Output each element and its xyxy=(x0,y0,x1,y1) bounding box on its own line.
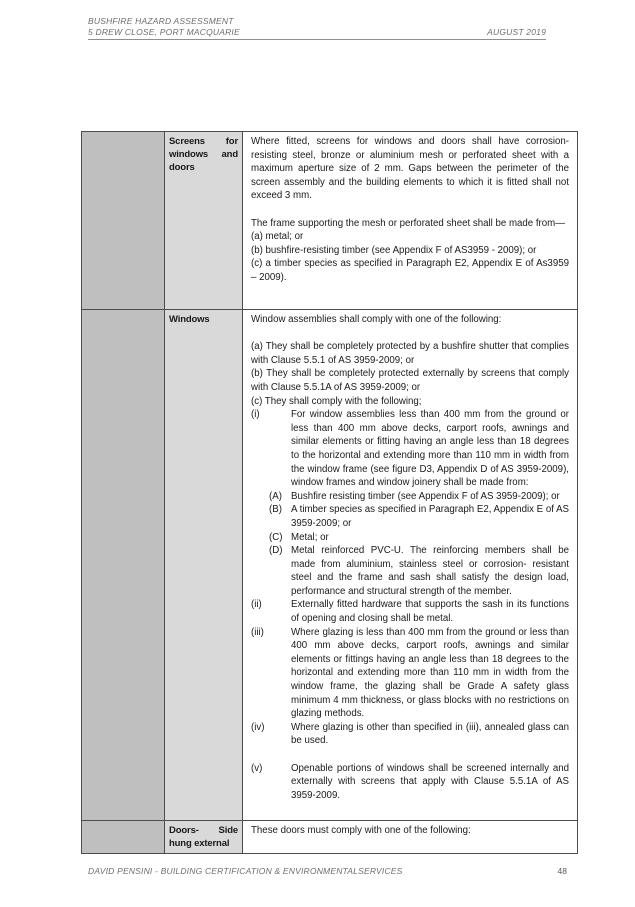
table-row-screens xyxy=(82,132,578,310)
list-item-label: (iv) xyxy=(251,721,265,733)
list-item-label: (B) xyxy=(269,504,282,516)
list-item-text: A timber species as specified in Paragraph E2, Appendix E of AS 3959-2009; or xyxy=(291,504,569,529)
row-label: Doors- Side hung external xyxy=(169,825,238,849)
list-item xyxy=(251,490,569,504)
category-cell xyxy=(82,821,165,854)
table-row-windows xyxy=(82,310,578,821)
page-header xyxy=(88,16,546,40)
footer-author: DAVID PENSINI - BUILDING CERTIFICATION & ENVIRONMENTALSERVICES xyxy=(88,866,403,876)
requirement-paragraph: Where fitted, screens for windows and doors shall have corrosion-resisting steel, bronze or aluminium mesh or perforated sheet with a maximum aperture size of 2 mm. Gaps between the perimeter of the screen assembly and the building elements to which it is fitted shall not exceed 3 mm. xyxy=(251,136,569,202)
list-item xyxy=(251,762,569,803)
list-item xyxy=(251,544,569,598)
requirement-paragraph: The frame supporting the mesh or perforated sheet shall be made from— xyxy=(251,217,565,229)
row-label: Windows xyxy=(169,314,210,325)
list-item-text: Openable portions of windows shall be screened internally and externally with screens that apply with Clause 5.5.1A of AS 3959-2009. xyxy=(291,762,569,801)
list-item-label: (C) xyxy=(269,531,283,543)
category-cell xyxy=(82,132,165,310)
header-doc-title: BUSHFIRE HAZARD ASSESSMENT xyxy=(88,16,234,26)
header-address: 5 DREW CLOSE, PORT MACQUARIE xyxy=(88,26,240,37)
list-item xyxy=(251,503,569,530)
list-item-text: For window assemblies less than 400 mm from the ground or less than 400 mm above decks, carport roofs, awnings and similar elements or fitting having an angle less than 18 degrees to the horizontal and extending more than 110 mm in width from the window frame (see figure D3, Appendix D of AS 3959-2009), window frames and window joinery shall be made from: xyxy=(291,409,569,489)
row-label-cell xyxy=(165,310,243,821)
list-item-text: Where glazing is other than specified in (iii), annealed glass can be used. xyxy=(291,721,569,747)
list-item-text: Externally fitted hardware that supports the sash in its functions of opening and closing shall be metal. xyxy=(291,599,569,625)
row-content-cell xyxy=(243,132,578,310)
requirement-paragraph: (a) metal; or xyxy=(251,231,304,243)
list-item-label: (iii) xyxy=(251,626,264,638)
requirement-paragraph: Window assemblies shall comply with one of the following: xyxy=(251,314,502,325)
requirement-paragraph: (b) They shall be completely protected externally by screens that comply with Clause 5.5.1A of AS 3959-2009; or xyxy=(251,368,569,393)
requirement-paragraph: These doors must comply with one of the following: xyxy=(251,825,471,836)
list-item-label: (v) xyxy=(251,762,263,774)
requirement-paragraph: (c) a timber species as specified in Paragraph E2, Appendix E of As3959 – 2009). xyxy=(251,258,569,283)
list-item xyxy=(251,598,569,625)
page-footer xyxy=(88,866,567,876)
page-number: 48 xyxy=(557,866,567,876)
header-date: AUGUST 2019 xyxy=(487,26,546,37)
list-item xyxy=(251,721,569,748)
requirements-table xyxy=(81,131,578,854)
requirement-paragraph: (b) bushfire-resisting timber (see Appendix F of AS3959 - 2009); or xyxy=(251,244,537,256)
category-cell xyxy=(82,310,165,821)
table-row-doors xyxy=(82,821,578,854)
list-item-text: Metal; or xyxy=(291,531,329,543)
row-content-cell xyxy=(243,821,578,854)
list-item-label: (A) xyxy=(269,490,282,502)
list-item-text: Bushfire resisting timber (see Appendix F of AS 3959-2009); or xyxy=(291,490,560,502)
row-label: Screens for windows and doors xyxy=(169,136,238,173)
header-title-block xyxy=(88,16,240,37)
list-item xyxy=(251,408,569,490)
row-label-cell xyxy=(165,132,243,310)
requirement-paragraph: (c) They shall comply with the following; xyxy=(251,395,422,407)
row-label-cell xyxy=(165,821,243,854)
list-item xyxy=(251,531,569,545)
requirement-paragraph: (a) They shall be completely protected by a bushfire shutter that complies with Clause 5.5.1 of AS 3959-2009; or xyxy=(251,341,569,366)
list-item-label: (D) xyxy=(269,545,283,557)
list-item-label: (i) xyxy=(251,409,260,421)
row-content-cell xyxy=(243,310,578,821)
list-item-text: Metal reinforced PVC-U. The reinforcing members shall be made from aluminium, stainless steel or corrosion- resistant steel and the frame and sash shall satisfy the design load, performance and structural strength of the member. xyxy=(291,545,569,597)
list-item-label: (ii) xyxy=(251,599,262,611)
list-item xyxy=(251,626,569,721)
list-item-text: Where glazing is less than 400 mm from the ground or less than 400 mm above decks, carport roofs, awnings and similar elements or fittings having an angle less than 18 degrees to the horizontal and extending more than 110 mm in width from the window frame, the glazing shall be Grade A safety glass minimum 4 mm thickness, or glass blocks with no restrictions on glazing methods. xyxy=(291,626,569,720)
